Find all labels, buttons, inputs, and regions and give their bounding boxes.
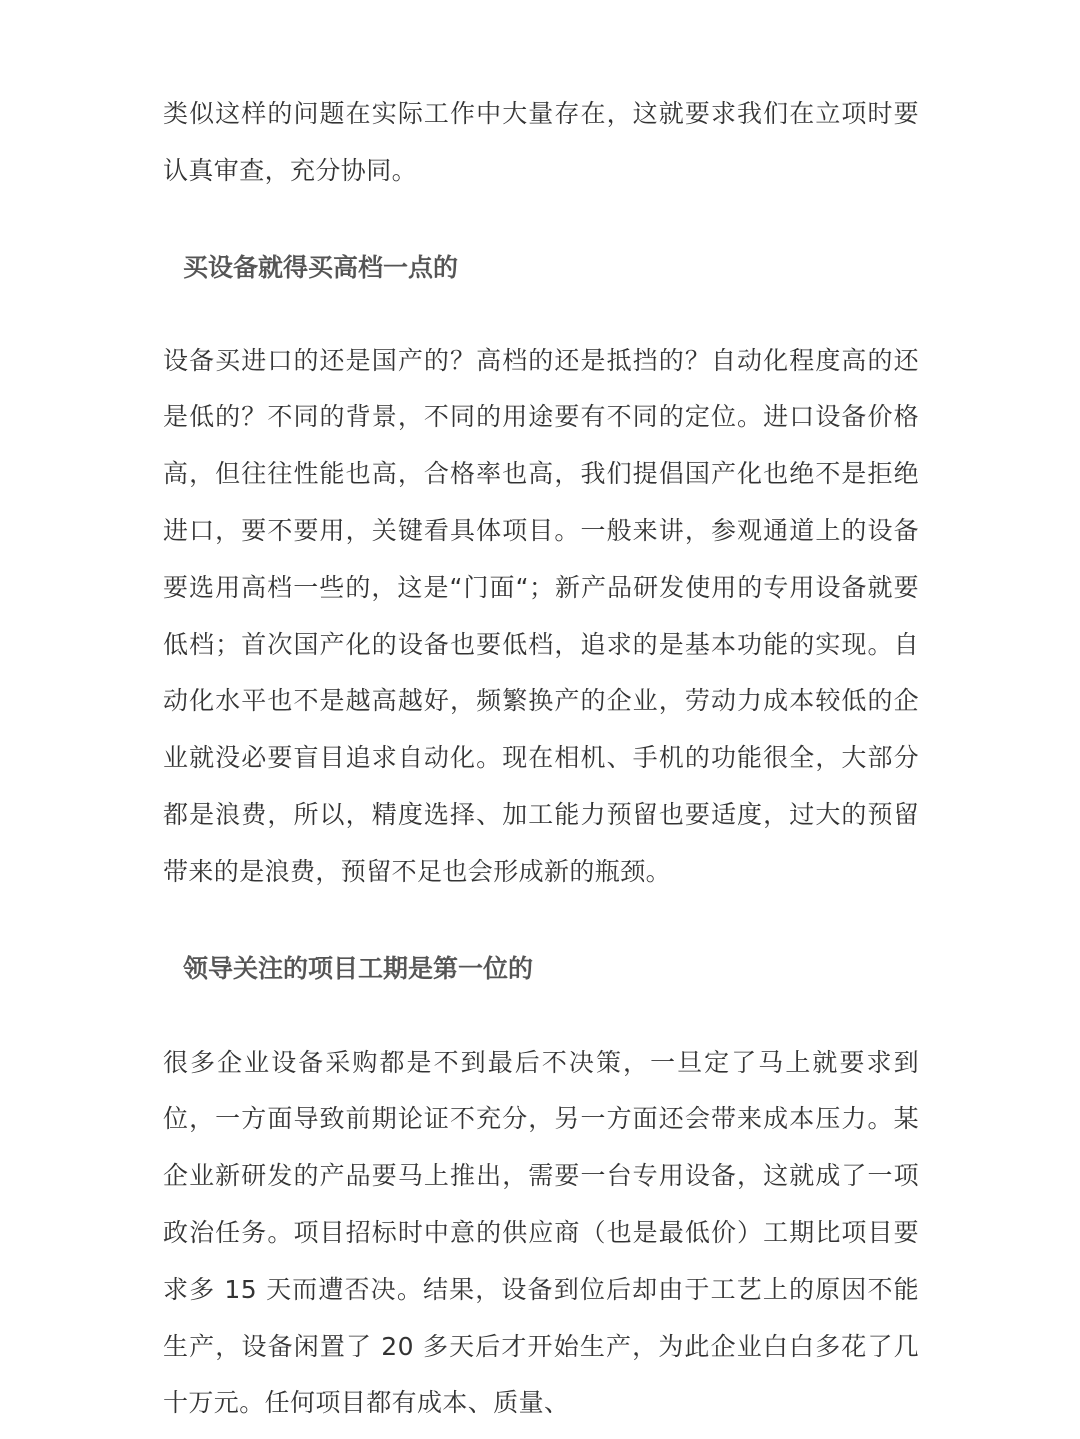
article-body — [163, 86, 919, 1432]
section-paragraph-project-schedule: 很多企业设备采购都是不到最后不决策，一旦定了马上就要求到位，一方面导致前期论证不充分，另一方面还会带来成本压力。某企业新研发的产品要马上推出，需要一台专用设备，这就成了一项政治任务。项目招标时中意的供应商（也是最低价）工期比项目要求多 15 天而遭否决。结果，设备到位后却由于工艺上的原因不能生产，设备闲置了 20 多天后才开始生产，为此企业白白多花了几十万元。任何项目都有成本、质量、 — [163, 1047, 919, 1418]
section-heading-project-schedule: 领导关注的项目工期是第一位的 — [183, 953, 534, 983]
section-paragraph-equipment-grade: 设备买进口的还是国产的？高档的还是抵挡的？自动化程度高的还是低的？不同的背景，不同的用途要有不同的定位。进口设备价格高，但往往性能也高，合格率也高，我们提倡国产化也绝不是拒绝进口，要不要用，关键看具体项目。一般来讲，参观通道上的设备要选用高档一些的，这是“门面“；新产品研发使用的专用设备就要低档；首次国产化的设备也要低档，追求的是基本功能的实现。自动化水平也不是越高越好，频繁换产的企业，劳动力成本较低的企业就没必要盲目追求自动化。现在相机、手机的功能很全，大部分都是浪费，所以，精度选择、加工能力预留也要适度，过大的预留带来的是浪费，预留不足也会形成新的瓶颈。 — [163, 345, 919, 886]
section-heading-equipment-grade: 买设备就得买高档一点的 — [183, 252, 459, 282]
intro-paragraph: 类似这样的问题在实际工作中大量存在，这就要求我们在立项时要认真审查，充分协同。 — [163, 99, 919, 185]
